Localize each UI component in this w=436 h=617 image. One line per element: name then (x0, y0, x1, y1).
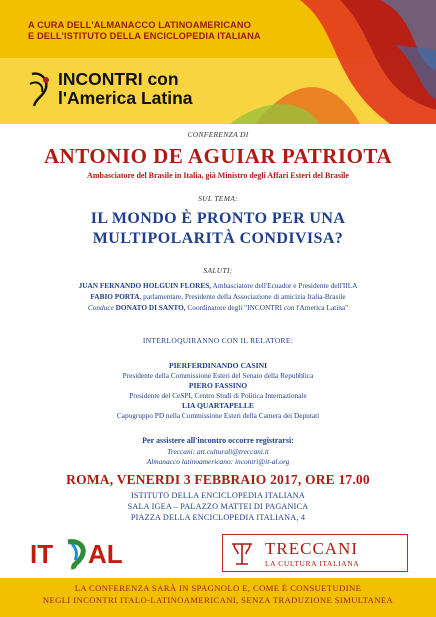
topic-line-2: MULTIPOLARITÀ CONDIVISA? (92, 230, 344, 247)
greeting-3-name: DONATO DI SANTO, (115, 303, 186, 312)
svg-text:IT: IT (30, 539, 54, 569)
greeting-1 (0, 281, 436, 291)
greeting-2-role: , parlamentare, Presidente della Associazione di amicizia Italia-Brasile (139, 292, 346, 301)
venue-line-2: SALA IGEA – PALAZZO MATTEI DI PAGANICA (127, 502, 309, 511)
curator-text (28, 20, 288, 42)
curator-line-1: A CURA DELL'ALMANACCO LATINOAMERICANO (28, 20, 251, 30)
greeting-2 (0, 292, 436, 302)
topic-line-1: IL MONDO È PRONTO PER UNA (90, 210, 346, 227)
incontri-logo-icon (26, 70, 54, 110)
venue-line-1: ISTITUTO DELLA ENCICLOPEDIA ITALIANA (131, 491, 305, 500)
venue-line-3: PIAZZA DELLA ENCICLOPEDIA ITALIANA, 4 (130, 513, 306, 522)
registration-treccani[interactable]: Treccani: att.culturali@treccani.it (167, 447, 269, 456)
curator-line-2: E DELL'ISTITUTO DELLA ENCICLOPEDIA ITALIANA (28, 31, 261, 41)
greeting-3-prefix: Conduce (87, 303, 116, 312)
panelist-1-role: Presidente della Commissione Esteri del Senato della Repubblica (122, 371, 314, 380)
treccani-mark-icon (229, 539, 255, 567)
incontri-logo-text (58, 70, 193, 108)
panelist-2-role: Presidente del CeSPI, Centro Studi di Politica Internazionale (129, 391, 307, 400)
greetings-heading: SALUTI: (203, 266, 233, 275)
panelist-1-name: PIERFERDINANDO CASINI (168, 361, 268, 370)
svg-text:AL: AL (88, 539, 123, 569)
speaker-role: Ambasciatore del Brasile in Italia, già Ministro degli Affari Esteri del Brasile (87, 171, 349, 180)
footer-line-2: NEGLI INCONTRI ITALO-LATINOAMERICANI, SENZA TRADUZIONE SIMULTANEA (42, 595, 394, 605)
panelist-2-name: PIERO FASSINO (188, 381, 248, 390)
treccani-logo (222, 534, 408, 572)
panelist-3-role: Capogruppo PD nella Commissione Esteri della Camera dei Deputati (116, 411, 320, 420)
greeting-2-name: FABIO PORTA (90, 292, 140, 301)
event-date: ROMA, VENERDI 3 FEBBRAIO 2017, ORE 17.00 (66, 472, 370, 487)
logo-line-2: l'America Latina (58, 88, 193, 108)
topic-kicker: SUL TEMA: (198, 194, 238, 203)
footer-banner (0, 578, 436, 617)
speaker-name: ANTONIO DE AGUIAR PATRIOTA (43, 144, 393, 168)
treccani-name: TRECCANI (265, 539, 358, 558)
panelist-3-name: LIA QUARTAPELLE (182, 401, 254, 410)
greeting-1-role: Ambasciatore dell'Ecuador e Presidente dell'IILA (211, 281, 358, 290)
greeting-3-role: Coordinatore degli "INCONTRI con l'America Latina" (185, 303, 349, 312)
greeting-1-name: JUAN FERNANDO HOLGUIN FLORES, (78, 281, 212, 290)
conference-kicker: CONFERENZA DI (187, 130, 249, 139)
greeting-3 (0, 303, 436, 313)
footer-note (0, 582, 436, 606)
footer-line-1: LA CONFERENZA SARÀ IN SPAGNOLO E, COME È CONSUETUDINE (74, 583, 362, 593)
ital-logo (28, 536, 140, 570)
header-banner (0, 0, 436, 124)
registration-title: Per assistere all'incontro occorre registrarsi: (142, 436, 294, 445)
treccani-subtitle: LA CULTURA ITALIANA (265, 559, 360, 568)
registration-almanacco[interactable]: Almanacco latinoamericano: incontri@it-al.org (146, 457, 290, 466)
logo-line-1: INCONTRI con (58, 69, 179, 89)
panel-heading: INTERLOQUIRANNO CON IL RELATORE: (142, 336, 294, 345)
